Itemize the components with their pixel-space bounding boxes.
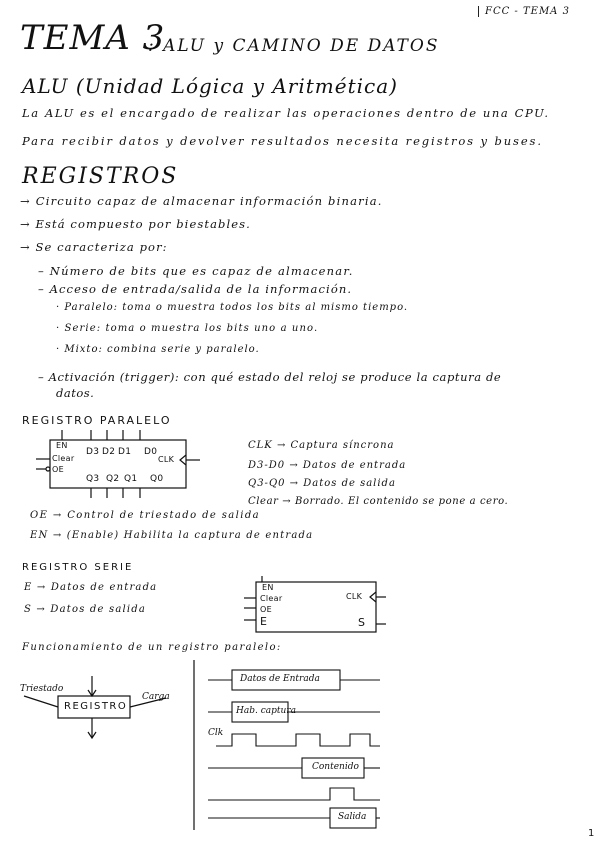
alu-line-2: Para recibir datos y devolver resultados necesita registros y buses.: [22, 134, 543, 148]
paralelo-pin-en: EN: [56, 441, 68, 450]
timing-label-contenido: Contenido: [312, 762, 359, 772]
paralelo-pin-q0: Q0: [150, 474, 164, 484]
paralelo-en-line: EN → (Enable) Habilita la captura de entrada: [30, 530, 314, 541]
serie-pin-e: E: [260, 615, 268, 628]
registros-bullet-3: → Se caracteriza por:: [20, 240, 168, 254]
funcionamiento-carga: Carga: [142, 692, 170, 702]
registros-bullet-2: → Está compuesto por biestables.: [20, 217, 251, 231]
paralelo-pin-q2: Q2: [106, 474, 120, 484]
serie-pin-oe: OE: [260, 605, 272, 614]
page-number: 1: [588, 828, 595, 839]
page-subtitle: : ALU y CAMINO DE DATOS: [148, 36, 440, 56]
timing-label-salida: Salida: [338, 812, 367, 822]
paralelo-pin-clk: CLK: [158, 455, 175, 464]
paralelo-oe-line: OE → Control de triestado de salida: [30, 510, 261, 521]
registros-sub-3b: datos.: [56, 386, 95, 400]
header-tag: FCC - TEMA 3: [478, 6, 570, 17]
funcionamiento-box-label: REGISTRO: [64, 701, 128, 712]
registros-sub-3a: – Activación (trigger): con qué estado del reloj se produce la captura de: [38, 370, 502, 384]
paralelo-pin-oe: OE: [52, 465, 64, 474]
registros-sub-2: – Acceso de entrada/salida de la información.: [38, 282, 353, 296]
serie-pin-s: S: [358, 616, 366, 629]
paralelo-legend-3: Q3-Q0 → Datos de salida: [248, 478, 396, 489]
registro-serie-heading: REGISTRO SERIE: [22, 562, 134, 573]
registros-sub-2a: · Paralelo: toma o muestra todos los bits al mismo tiempo.: [56, 302, 409, 313]
registros-sub-2c: · Mixto: combina serie y paralelo.: [56, 344, 260, 355]
registros-sub-1: – Número de bits que es capaz de almacenar.: [38, 264, 354, 278]
registro-paralelo-heading: REGISTRO PARALELO: [22, 414, 172, 427]
registros-sub-2b: · Serie: toma o muestra los bits uno a uno.: [56, 323, 319, 334]
paralelo-pin-q1: Q1: [124, 474, 138, 484]
funcionamiento-triestado: Triestado: [20, 684, 64, 694]
paralelo-pin-d2: D2: [102, 447, 116, 457]
registros-bullet-1: → Circuito capaz de almacenar información binaria.: [20, 194, 383, 208]
serie-pin-clk: CLK: [346, 592, 363, 601]
funcionamiento-heading: Funcionamiento de un registro paralelo:: [22, 642, 282, 653]
paralelo-legend-4: Clear → Borrado. El contenido se pone a cero.: [248, 496, 509, 507]
registros-heading: REGISTROS: [22, 164, 179, 189]
timing-label-clk: Clk: [208, 728, 224, 738]
paralelo-pin-clear: Clear: [52, 454, 75, 463]
timing-label-datos: Datos de Entrada: [240, 674, 320, 684]
alu-heading: ALU (Unidad Lógica y Aritmética): [22, 74, 398, 98]
paralelo-pin-q3: Q3: [86, 474, 100, 484]
paralelo-pin-d1: D1: [118, 447, 132, 457]
alu-line-1: La ALU es el encargado de realizar las operaciones dentro de una CPU.: [22, 106, 550, 120]
paralelo-pin-d3: D3: [86, 447, 100, 457]
paralelo-legend-2: D3-D0 → Datos de entrada: [248, 460, 407, 471]
serie-s-line: S → Datos de salida: [24, 604, 147, 615]
serie-e-line: E → Datos de entrada: [24, 582, 158, 593]
serie-pin-en: EN: [262, 583, 274, 592]
page-title: TEMA 3: [20, 18, 166, 58]
paralelo-pin-d0: D0: [144, 447, 158, 457]
paralelo-legend-1: CLK → Captura síncrona: [248, 440, 395, 451]
serie-pin-clear: Clear: [260, 594, 283, 603]
timing-label-hab: Hab. captura: [236, 706, 296, 716]
